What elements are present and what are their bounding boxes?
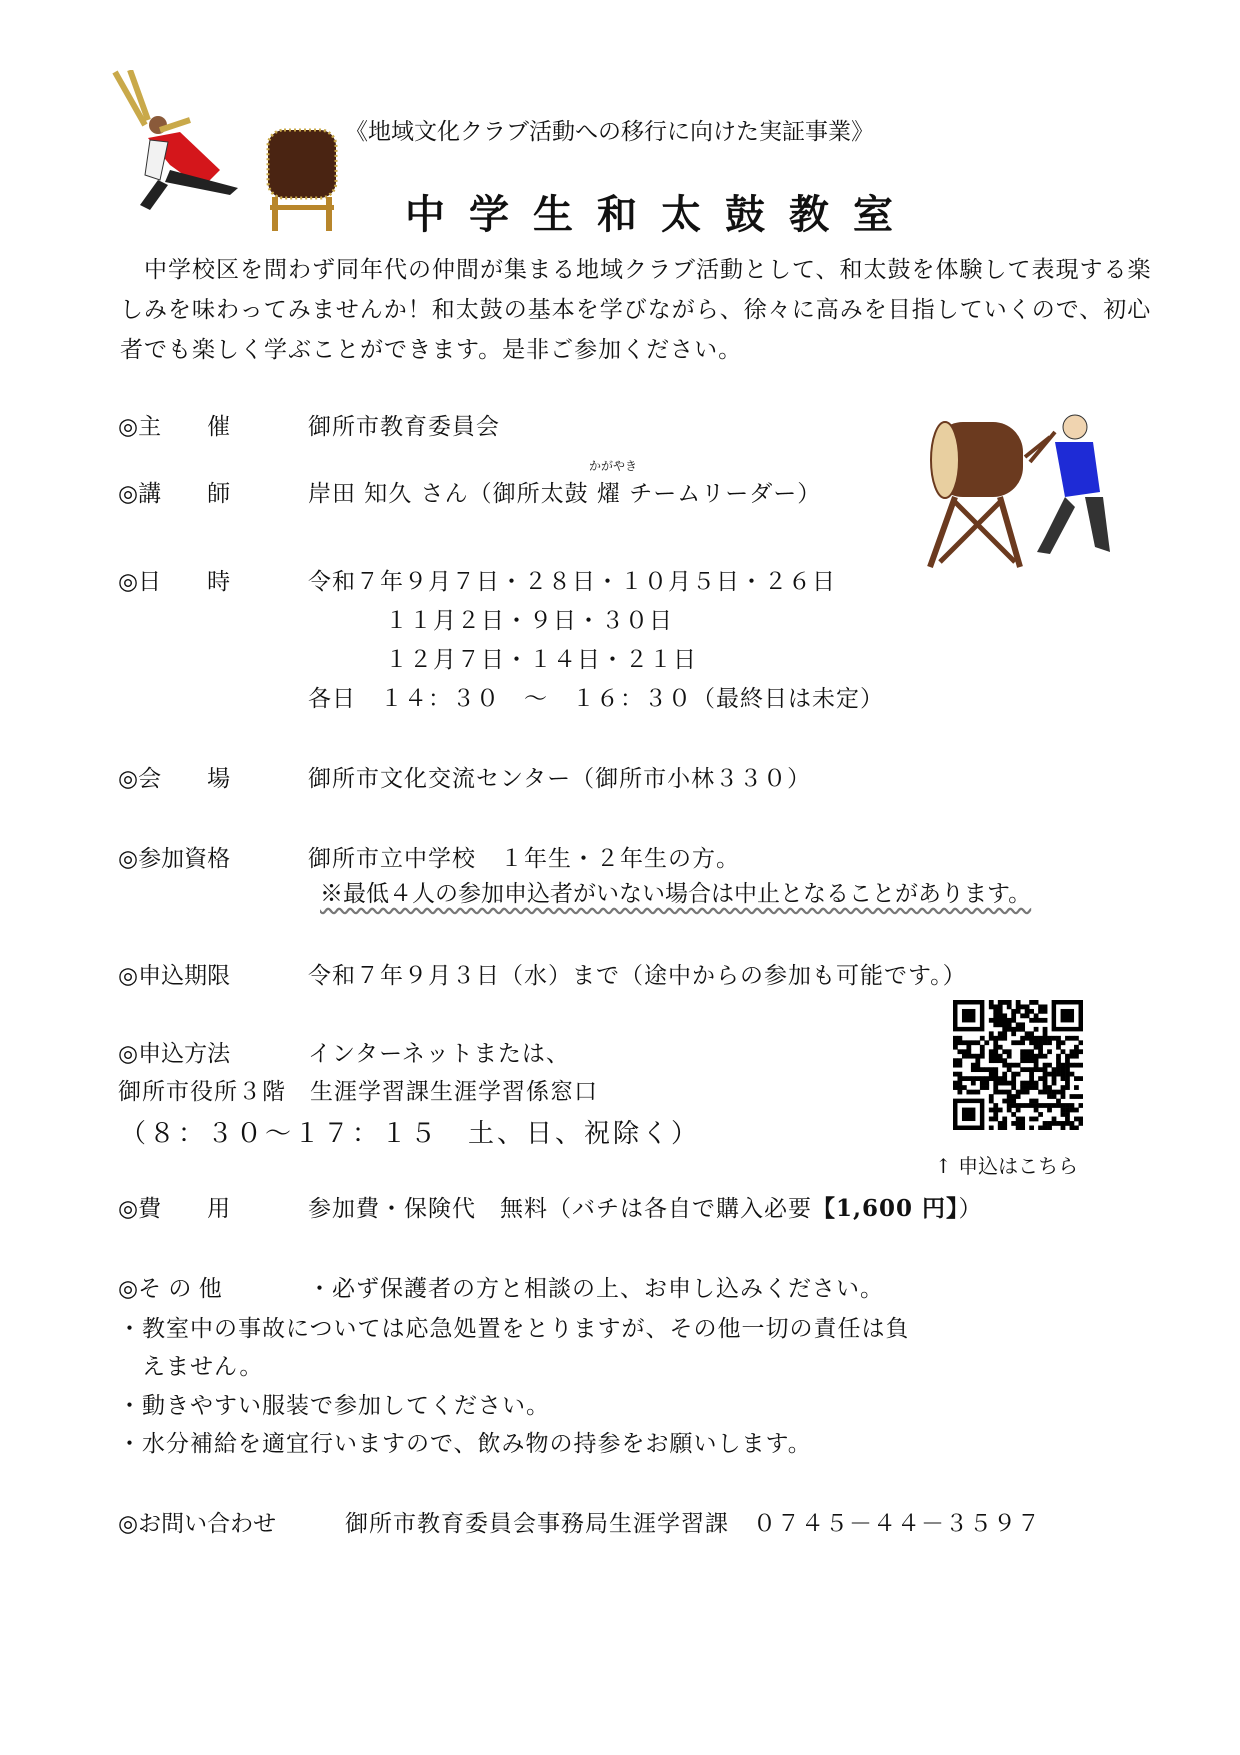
method-value: インターネットまたは、	[308, 1041, 570, 1067]
fee-text: 参加費・保険代 無料（バチは各自で購入必要	[308, 1196, 812, 1222]
instructor-role: チームリーダー）	[620, 481, 822, 507]
qr-caption: ↑ 申込はこちら	[935, 1154, 1079, 1178]
taiko-drum-illustration	[262, 125, 342, 235]
instructor-name: 岸田 知久 さん（御所太鼓	[308, 481, 597, 507]
taiko-drummer-illustration	[110, 70, 270, 220]
schedule-line-4: 各日 １４：３０ ～ １６：３０（最終日は未定）	[308, 686, 884, 712]
other-label: ◎そ の 他	[118, 1276, 222, 1302]
organizer-label: ◎主 催	[118, 414, 231, 440]
schedule-line-3: １２月７日・１４日・２１日	[385, 647, 697, 673]
other-item: えません。	[118, 1354, 264, 1380]
method-line-2: 御所市役所３階 生涯学習課生涯学習係窓口	[118, 1079, 598, 1105]
fee-price: 【1,600 円】	[812, 1195, 959, 1222]
eligibility-value: 御所市立中学校 １年生・２年生の方。	[308, 846, 740, 872]
method-hours: （８：３０～１７：１５ 土、日、祝除く）	[120, 1119, 701, 1149]
schedule-label: ◎日 時	[118, 569, 231, 595]
fee-label: ◎費 用	[118, 1196, 231, 1222]
other-item: ・動きやすい服装で参加してください。	[118, 1393, 550, 1419]
instructor-value	[308, 459, 822, 508]
page-title: 中学生和太鼓教室	[405, 192, 917, 238]
method-label: ◎申込方法	[118, 1041, 231, 1067]
intro-paragraph: 中学校区を問わず同年代の仲間が集まる地域クラブ活動として、和太鼓を体験して表現する楽しみを味わってみませんか！和太鼓の基本を学びながら、徐々に高みを目指していくので、初心者でも楽しく学ぶことができます。是非ご参加ください。	[120, 257, 1152, 363]
qr-code[interactable]	[953, 1000, 1083, 1130]
venue-value: 御所市文化交流センター（御所市小林３３０）	[308, 766, 812, 792]
schedule-line-1: 令和７年９月７日・２８日・１０月５日・２６日	[308, 569, 836, 595]
fee-close: ）	[958, 1196, 983, 1222]
ruby-base: 燿	[596, 481, 621, 507]
deadline-label: ◎申込期限	[118, 963, 231, 989]
eligibility-label: ◎参加資格	[118, 846, 231, 872]
ruby-team-name	[588, 459, 637, 508]
ruby-reading: かがやき	[588, 459, 637, 473]
contact-label: ◎お問い合わせ	[118, 1511, 277, 1537]
fee-value	[308, 1190, 983, 1223]
other-item: ・必ず保護者の方と相談の上、お申し込みください。	[308, 1276, 884, 1302]
schedule-line-2: １１月２日・９日・３０日	[385, 608, 673, 634]
drummer-with-drum-illustration	[925, 412, 1125, 572]
deadline-value: 令和７年９月３日（水）まで（途中からの参加も可能です。）	[308, 963, 967, 989]
venue-label: ◎会 場	[118, 766, 231, 792]
organizer-value: 御所市教育委員会	[308, 414, 500, 440]
other-item: ・水分補給を適宜行いますので、飲み物の持参をお願いします。	[118, 1431, 812, 1457]
eligibility-note: ※最低４人の参加申込者がいない場合は中止となることがあります。	[320, 881, 1032, 907]
subtitle: 《地域文化クラブ活動への移行に向けた実証事業》	[345, 119, 874, 145]
other-item: ・教室中の事故については応急処置をとりますが、その他一切の責任は負	[118, 1316, 910, 1342]
instructor-label: ◎講 師	[118, 481, 231, 507]
contact-value: 御所市教育委員会事務局生涯学習課 ０７４５－４４－３５９７	[345, 1511, 1041, 1537]
